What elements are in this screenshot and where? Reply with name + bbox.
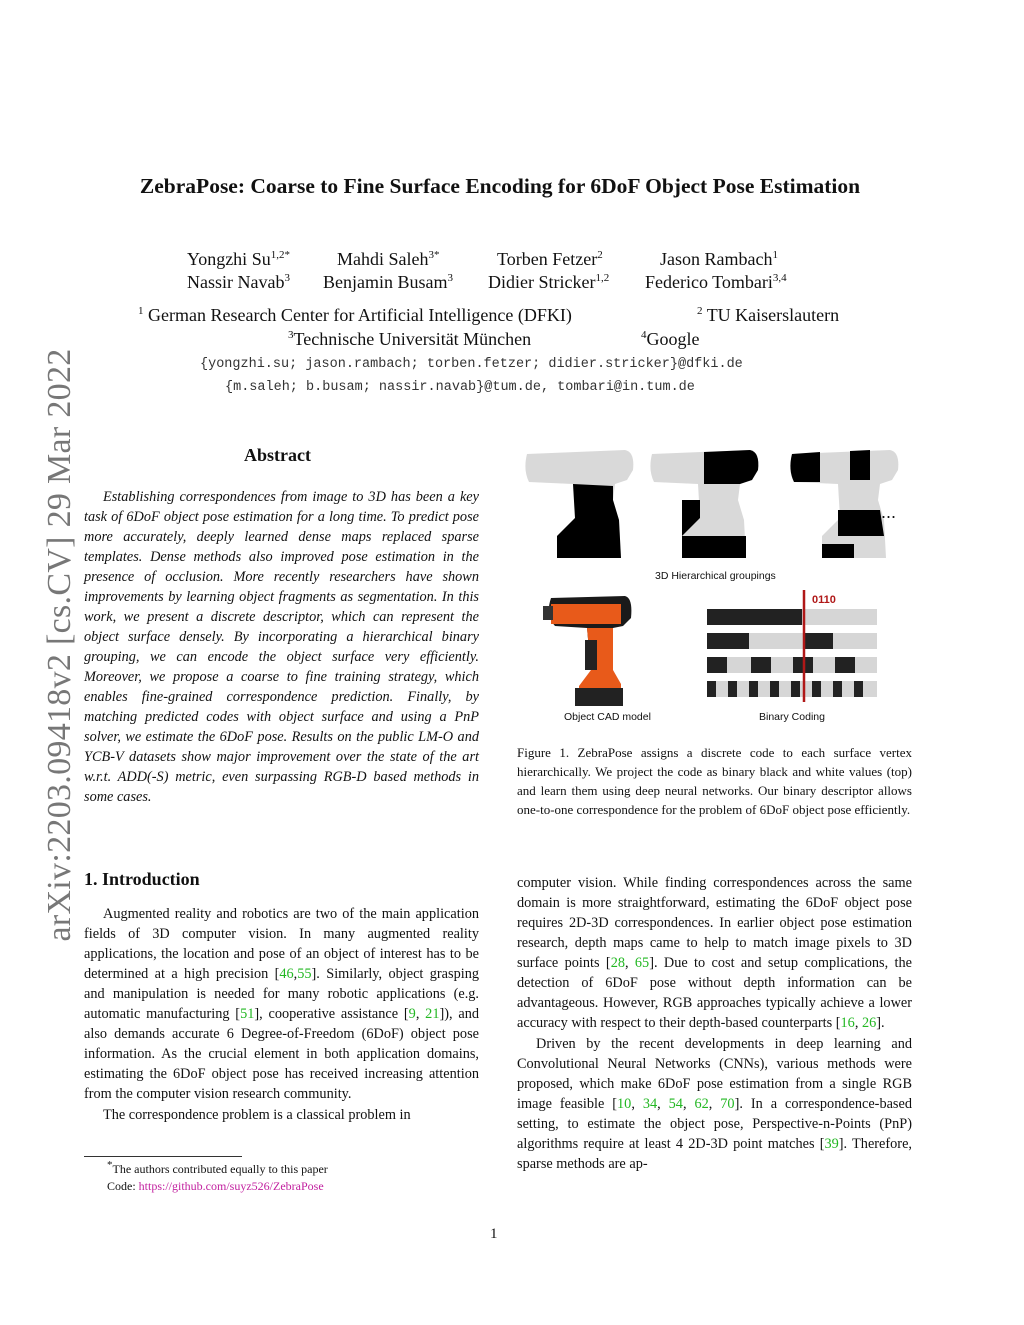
author: Federico Tombari$^{3,4}$ [645, 272, 787, 292]
author: Benjamin Busam$^3$ [323, 272, 453, 292]
introduction-heading: 1. Introduction [84, 869, 200, 889]
drill-silhouette-level-2 [650, 450, 758, 558]
intro-paragraph-2-continued: computer vision. While finding correspondences across the same domain is more straightforward, estimating the 6DoF object pose requires 2D-3D correspondences. In earlier object pose estimation research, depth maps came to help to match image pixels to 3D surface points [28, 65]. Due to cost and setup complications, the detection of 6DoF pose without depth information can be advantageous. However, RGB approaches typically achieve a lower accuracy with respect to their depth-based counterparts [16, 26]. [517, 875, 912, 1031]
citation-link[interactable]: 65 [634, 955, 650, 971]
ellipsis: ... [881, 502, 897, 522]
citation-link[interactable]: 51 [240, 1006, 255, 1022]
email-line-1: {yongzhi.su; jason.rambach; torben.fetzer; didier.stricker}@dfki.de [200, 357, 743, 372]
figure-label-cad: Object CAD model [564, 711, 651, 723]
citation-link[interactable]: 62 [694, 1096, 709, 1112]
author: Torben Fetzer$^2$ [497, 249, 603, 269]
intro-left-column [84, 904, 479, 1125]
citation-link[interactable]: 16 [840, 1015, 855, 1031]
drill-cad-model [543, 596, 631, 706]
intro-paragraph-1: Augmented reality and robotics are two of the main application fields of 3D computer vision. In many augmented reality applications, the location and pose of an object of interest has to be determined at a high precision [46,55]. Similarly, object grasping and manipulation is needed for many robotic applications (e.g. automatic manufacturing [51], cooperative assistance [9, 21]), and also demands accurate 6 Degree-of-Freedom (6DoF) object pose information. As the crucial element in both application domains, estimating the 6DoF object pose has received increasing attention from the computer vision research community. [84, 906, 479, 1102]
drill-silhouette-level-1 [525, 450, 633, 558]
author: Didier Stricker$^{1,2}$ [488, 272, 610, 292]
citation-link[interactable]: 21 [425, 1006, 440, 1022]
citation-link[interactable]: 26 [861, 1015, 877, 1031]
footnote-rule [84, 1156, 242, 1157]
author: Jason Rambach$^1$ [660, 249, 778, 269]
affiliation-tuk: $^2$ TU Kaiserslautern [697, 305, 840, 325]
author: Yongzhi $Su^{1,2*}$ [187, 249, 290, 269]
figure-label-binary: Binary Coding [759, 711, 825, 723]
citation-link[interactable]: 10 [617, 1096, 632, 1112]
abstract-text: Establishing correspondences from image to 3D has been a key task of 6DoF object pose estimation for a long time. To predict pose more accurately, deeply learned dense maps replaced sparse templates. Dense methods also improved pose estimation in the presence of occlusion. More recently researchers have shown improvements by learning object fragments as segmentation. In this work, we present a discrete descriptor, which can represent the object surface densely. By incorporating a hierarchical binary grouping, we can encode the object surface very efficiently. Moreover, we propose a coarse to fine training strategy, which enables fine-grained correspondence prediction. Finally, by matching predicted codes with object surface and using a PnP solver, we estimate the 6DoF pose. Results on the public LM-O and YCB-V datasets show major improvement over the state of the art w.r.t. ADD(-S) metric, even surpassing RGB-D based methods in some cases. [84, 489, 479, 805]
intro-right-column [517, 873, 912, 1174]
email-line-2: {m.saleh; b.busam; nassir.navab}@tum.de, tombari@in.tum.de [225, 380, 695, 395]
binary-coding-bars [707, 590, 877, 702]
authors-row-1 [187, 249, 778, 270]
arxiv-identifier: arXiv:2203.09418v2 [cs.CV] 29 Mar 2022 [41, 348, 78, 942]
intro-paragraph-3: Driven by the recent developments in deep learning and Convolutional Neural Networks (CNNs), various methods were proposed, which make 6DoF pose estimation from a single RGB image feasible [10, 34, 54, 62, 70]. In a correspondence-based setting, to estimate the object pose, Perspective-n-Points (PnP) algorithms require at least 4 2D-3D point matches [39]. Therefore, sparse methods are ap- [517, 1036, 912, 1172]
author: Nassir Navab$^3$ [187, 272, 290, 292]
authors-row-2 [187, 272, 787, 293]
citation-link[interactable]: 34 [642, 1096, 658, 1112]
citation-link[interactable]: 46 [279, 966, 294, 982]
paper-title: ZebraPose: Coarse to Fine Surface Encoding for 6DoF Object Pose Estimation [139, 174, 861, 198]
citation-link[interactable]: 28 [610, 955, 625, 971]
citation-link[interactable]: 54 [668, 1096, 683, 1112]
citation-link[interactable]: 9 [408, 1006, 416, 1022]
citation-link[interactable]: 70 [720, 1096, 735, 1112]
figure-1-caption: Figure 1. ZebraPose assigns a discrete code to each surface vertex hierarchically. We project the code as binary black and white values (top) and learn them using deep neural networks. Our binary descriptor allows one-to-one correspondence for the problem of 6DoF object pose efficiently. [517, 745, 912, 817]
affiliation-google: $^4$Google [641, 329, 700, 349]
affiliation-dfki: $^1$ German Research Center for Artificial Intelligence (DFKI) [138, 305, 572, 325]
footnote: *The authors contributed equally to this paper Code: https://github.com/suyz526/ZebraPose [107, 1159, 328, 1193]
figure-1 [515, 440, 915, 730]
citation-link[interactable]: 55 [297, 966, 312, 982]
page-number: 1 [490, 1226, 498, 1242]
affiliation-tum: $^3$Technische Universität München [288, 329, 532, 349]
code-link[interactable]: https://github.com/suyz526/ZebraPose [138, 1179, 324, 1193]
intro-paragraph-2-start: The correspondence problem is a classical problem in [103, 1107, 411, 1123]
author: Mahdi Saleh$^{3*}$ [337, 249, 440, 269]
abstract-heading: Abstract [244, 445, 311, 465]
citation-link[interactable]: 39 [824, 1136, 839, 1152]
binary-code-value: 0110 [812, 594, 836, 606]
figure-label-groupings: 3D Hierarchical groupings [655, 570, 776, 582]
